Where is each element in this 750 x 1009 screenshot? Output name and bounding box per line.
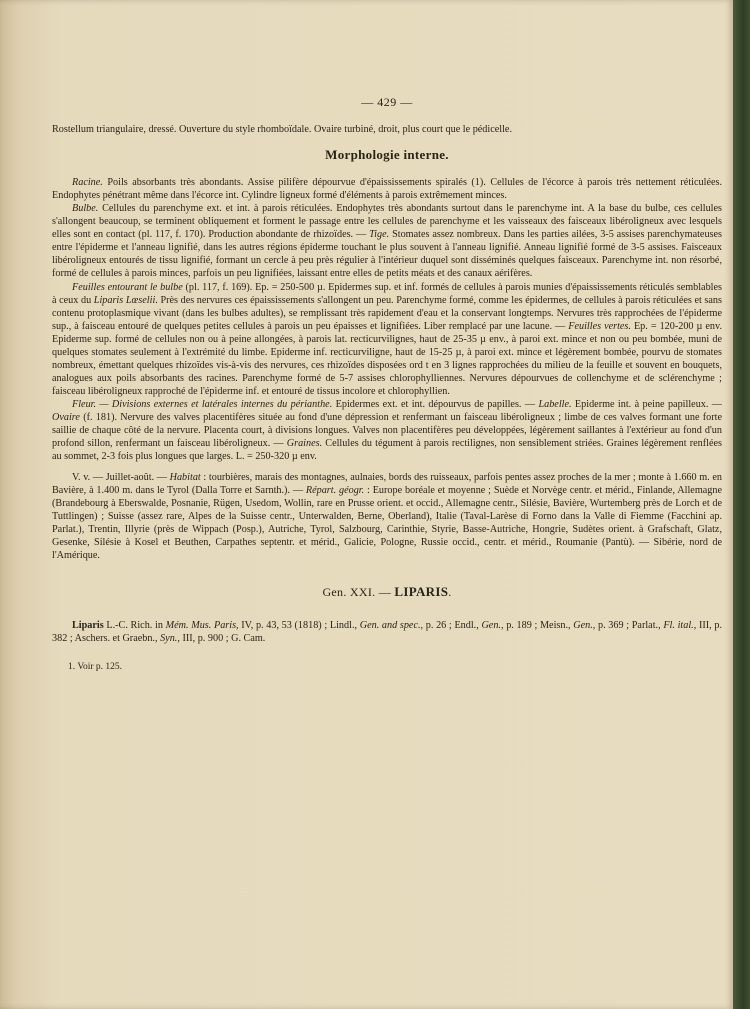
liparis-text-4: p. 189 ; Meisn., bbox=[503, 619, 574, 631]
tige-text: Stomates assez nombreux. Dans les parties ailées, 3-5 assises parenchymateuses entre l'épiderme et l'anneau lignifié, dans les autres régions épiderme touchant le plus souvent à l'anneau lignifié. Anneau lignifié formé de 3-5 assises. Faisceaux libéroligneux entourés de tissu lignifié, formant un cercle à peu près régulier à l'intérieur duquel sont disséminés quelques faisceaux. Parenchyme int. non résorbé, formé de cellules à parois minces, parfois un peu lignifiées, laissant entre elles de petits méats et des canaux aérifères. bbox=[52, 229, 722, 280]
racine-text: Poils absorbants très abondants. Assise pilifère dépourvue d'épaississements spiralés (1). Cellules de l'écorce à parois très nettement réticulées. Endophytes pénétrant même dans l'écorce int. Cylindre ligneux formé d'éléments à parois extrêmement minces. bbox=[52, 177, 722, 202]
tige-label: Tige. bbox=[369, 229, 390, 241]
fleur-label: Fleur. — Divisions externes et latérales internes du périanthe. bbox=[72, 398, 333, 410]
feuilles-vertes-label: Feuilles vertes. bbox=[568, 320, 631, 332]
graines-label: Graines. bbox=[286, 438, 323, 450]
habitat-label: Habitat bbox=[169, 472, 201, 484]
fleur-text: Epidermes ext. et int. dépourvus de papilles. — bbox=[332, 398, 539, 410]
genus-heading bbox=[52, 585, 722, 599]
liparis-text-7: III, p. 900 ; G. Cam. bbox=[179, 632, 266, 644]
vv-text-3: : Europe boréale et moyenne ; Suède et Norvège centr. et mérid., Finlande, Allemagne (Brandebourg à Eberswalde, Posnanie, Rügen, Usedom, Wollin, rare en Prusse orient. et occid., Allemagne centr., Silésie, Bavière, Wurtemberg près de Lorch et de Tuttlingen) ; Suisse (assez rare, Alpes de la Suisse centr., Unterwalden, Berne, Oberland), Italie (Taval-Larèse di Forno dans la Valle di Fiemme (Facchini ap. Parlat.), Trentin, Illyrie (près de Wippach (Posp.), Autriche, Tyrol, Salzbourg, Carinthie, Styrie, Basse-Autriche, Hongrie, Sudètes orient. à Grafschaft, Glatz, Gesenke, Silésie à Kosel et Beuthen, Carpathes septentr. et mérid., Galicie, Pologne, Russie occid., centr. et mérid., Roumanie (Pantù). — Sibérie, nord de l'Amérique. bbox=[52, 485, 722, 562]
section-title: Morphologie interne. bbox=[325, 147, 449, 163]
liparis-text-2: IV, p. 43, 53 (1818) ; Lindl., bbox=[238, 619, 360, 631]
genus-prefix: Gen. XXI. — bbox=[322, 584, 395, 599]
footnote: 1. Voir p. 125. bbox=[68, 661, 123, 672]
feuilles-text: (pl. 117, f. 169). Ep. = 250-500 µ. Epidermes sup. et inf. formés de cellules à parois munies d'épaississements réticulés semblables à ceux du bbox=[52, 281, 722, 306]
intro-paragraph: Rostellum triangulaire, dressé. Ouverture du style rhomboïdale. Ovaire turbiné, droit, plus court que le pédicelle. bbox=[52, 124, 513, 136]
book-binding bbox=[733, 0, 750, 1009]
labelle-label: Labelle. bbox=[538, 398, 572, 410]
liparis-text-3: p. 26 ; Endl., bbox=[423, 619, 482, 631]
ovaire-text: (f. 181). Nervure des valves placentifères située au fond d'une dépression et renfermant un faisceau libéroligneux ; limbe de ces valves formant une forte saillie de chaque côté de la nervure. Placenta court, à divisions longues. Valves non placentifères peu développées, légèrement saillantes à l'extérieur au fond d'un profond sillon, renfermant un faisceau libéroligneux. — bbox=[52, 411, 722, 450]
liparis-paragraph bbox=[52, 619, 722, 645]
liparis-ref-6: Syn., bbox=[160, 632, 180, 644]
liparis-ref-5: Fl. ital., bbox=[663, 619, 697, 631]
vv-text-2: : tourbières, marais des montagnes, aulnaies, bords des ruisseaux, parfois pentes assez proches de la mer ; monte à 1.660 m. en Bavière, à 1.400 m. dans le Tyrol (Dalla Torre et Sarnth.). — bbox=[52, 472, 722, 497]
page-number: — 429 — bbox=[361, 95, 413, 109]
habitat-paragraph bbox=[52, 471, 722, 562]
liparis-text-5: p. 369 ; Parlat., bbox=[595, 619, 664, 631]
graines-text: Cellules du tégument à parois rectilignes, non sensiblement striées. Graines légèrement renflées au sommet, 2-3 fois plus longues que larges. L. = 250-320 µ env. bbox=[52, 438, 722, 463]
feuilles-paragraph bbox=[52, 281, 722, 398]
liparis-text-1: L.-C. Rich. in bbox=[103, 619, 166, 631]
racine-label: Racine. bbox=[72, 177, 103, 189]
bulbe-text: Cellules du parenchyme ext. et int. à parois réticulées. Endophytes très abondants surtout dans le parenchyme int. A la base du bulbe, ces cellules s'allongent beaucoup, se terminent obliquement et forment le passage entre les cellules de parenchyme et les vaisseaux des faisceaux libéroligneux avec lesquels elles sont en contact (pl. 117, f. 170). Production abondante de rhizoïdes. — bbox=[52, 203, 722, 241]
ovaire-label: Ovaire bbox=[52, 411, 80, 423]
genus-suffix: . bbox=[448, 584, 452, 599]
liparis-name: Liparis bbox=[72, 619, 104, 631]
feuilles-text-2: . Près des nervures ces épaississements s'allongent un peu. Parenchyme formé, comme les épidermes, de cellules à parois réticulées et sans contenu protoplasmique vivant (dans les bulbes adultes), se remplissant très rapidement d'eau et la conservant longtemps. Nervures très rapprochées de l'épiderme sup., à faisceau entouré de quelques petites cellules à parois un peu épaisses et lignifiées. Liber remplacé par une lacune. — bbox=[52, 294, 722, 332]
liparis-ref-3: Gen., bbox=[481, 619, 504, 631]
page-text bbox=[52, 96, 722, 674]
liparis-ref-4: Gen., bbox=[573, 619, 596, 631]
labelle-text: Epiderme int. à peine papilleux. — bbox=[571, 398, 722, 410]
racine-paragraph bbox=[52, 176, 722, 202]
genus-name: LIPARIS bbox=[394, 583, 449, 599]
repart-label: Répart. géogr. bbox=[305, 485, 365, 497]
fleur-paragraph bbox=[52, 398, 722, 463]
feuilles-vertes-text: Ep. = 120-200 µ env. Epiderme sup. formé de cellules non ou à peine allongées, à parois lat. recticurvilignes, haut de 25-35 µ env., à paroi ext. mince et non ou peu bombée, muni de quelques stomates seulement à l'extrémité du limbe. Epiderme inf. recticurviligne, haut de 15-25 µ, à paroi ext. mince et légèrement bombée, pourvu de stomates nombreux, émettant quelques rhizoïdes vis-à-vis des nervures, ces rhizoïdes disposées ord t en 3 lignes rapprochées du milieu de la feuille et souvent en bouquets, analogues aux poils absorbants des racines. Parenchyme formé de 5-7 assises chlorophylliennes. Nervures dépourvues de collenchyme et de sclérenchyme ; faisceau libéroligneux rapproché de l'épiderme inf. et entouré de tissus incolore et chlorophyllien. bbox=[52, 320, 723, 397]
feuilles-label: Feuilles entourant le bulbe bbox=[72, 281, 183, 293]
liparis-ref-1: Mém. Mus. Paris, bbox=[165, 619, 239, 631]
bulbe-label: Bulbe. bbox=[72, 203, 99, 215]
liparis-text-6: III, p. 382 ; Aschers. et Graebn., bbox=[52, 619, 722, 644]
vv-text-1: V. v. — Juillet-août. — bbox=[72, 472, 170, 484]
liparis-ref-2: Gen. and spec., bbox=[359, 619, 424, 631]
feuilles-species: Liparis Lœselii bbox=[93, 294, 156, 306]
bulbe-paragraph bbox=[52, 202, 722, 280]
